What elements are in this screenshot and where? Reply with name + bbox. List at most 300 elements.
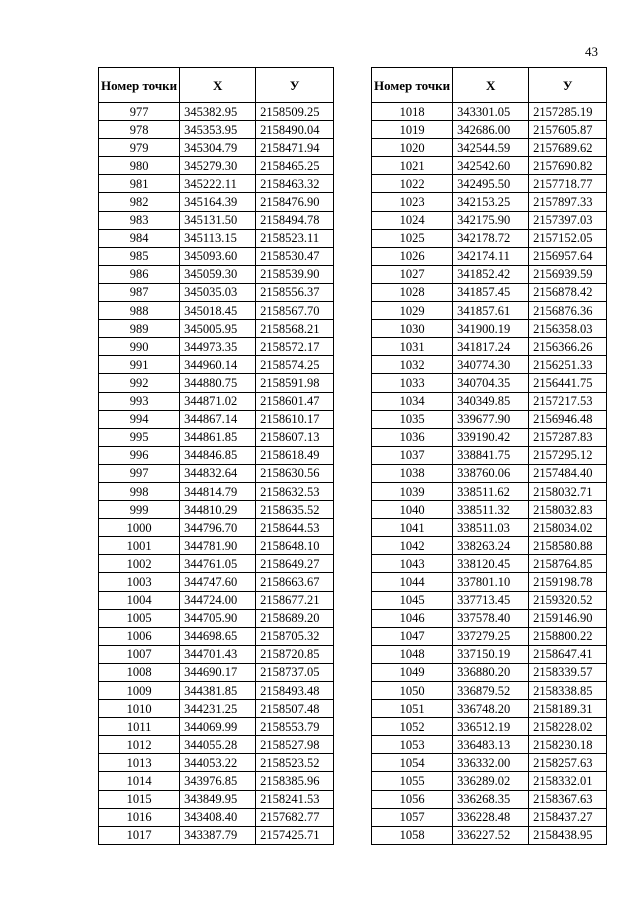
y-coordinate-cell: 2158257.63 bbox=[529, 754, 607, 772]
point-number-cell: 998 bbox=[99, 482, 180, 500]
point-number-cell: 1042 bbox=[372, 537, 453, 555]
point-number-cell: 981 bbox=[99, 175, 180, 193]
y-coordinate-cell: 2158523.11 bbox=[256, 229, 334, 247]
point-number-cell: 1006 bbox=[99, 627, 180, 645]
x-coordinate-cell: 339677.90 bbox=[453, 410, 529, 428]
x-coordinate-cell: 344832.64 bbox=[180, 464, 256, 482]
y-coordinate-cell: 2158591.98 bbox=[256, 374, 334, 392]
table-row bbox=[372, 446, 607, 464]
point-number-cell: 1025 bbox=[372, 229, 453, 247]
table-row bbox=[372, 139, 607, 157]
x-coordinate-cell: 344810.29 bbox=[180, 501, 256, 519]
y-coordinate-cell: 2156876.36 bbox=[529, 302, 607, 320]
table-row bbox=[372, 772, 607, 790]
table-row bbox=[99, 501, 334, 519]
x-coordinate-cell: 343301.05 bbox=[453, 103, 529, 121]
table-row bbox=[99, 139, 334, 157]
x-coordinate-cell: 344701.43 bbox=[180, 645, 256, 663]
table-row bbox=[372, 392, 607, 410]
point-number-cell: 1040 bbox=[372, 501, 453, 519]
table-row bbox=[372, 519, 607, 537]
table-row bbox=[99, 356, 334, 374]
y-coordinate-cell: 2158230.18 bbox=[529, 736, 607, 754]
y-coordinate-cell: 2156878.42 bbox=[529, 283, 607, 301]
y-coordinate-cell: 2156441.75 bbox=[529, 374, 607, 392]
x-coordinate-cell: 338841.75 bbox=[453, 446, 529, 464]
x-coordinate-cell: 336880.20 bbox=[453, 663, 529, 681]
table-row bbox=[372, 211, 607, 229]
y-coordinate-cell: 2158241.53 bbox=[256, 790, 334, 808]
x-coordinate-cell: 341857.61 bbox=[453, 302, 529, 320]
x-coordinate-cell: 337150.19 bbox=[453, 645, 529, 663]
y-coordinate-cell: 2158635.52 bbox=[256, 501, 334, 519]
y-coordinate-cell: 2158644.53 bbox=[256, 519, 334, 537]
y-coordinate-cell: 2158580.88 bbox=[529, 537, 607, 555]
x-coordinate-cell: 338511.32 bbox=[453, 501, 529, 519]
x-coordinate-cell: 342544.59 bbox=[453, 139, 529, 157]
point-number-cell: 1028 bbox=[372, 283, 453, 301]
point-number-cell: 982 bbox=[99, 193, 180, 211]
y-coordinate-cell: 2158632.53 bbox=[256, 482, 334, 500]
point-number-cell: 1020 bbox=[372, 139, 453, 157]
x-coordinate-cell: 345113.15 bbox=[180, 229, 256, 247]
x-coordinate-cell: 344871.02 bbox=[180, 392, 256, 410]
point-number-cell: 1010 bbox=[99, 700, 180, 718]
coordinates-table-right bbox=[371, 67, 607, 845]
x-coordinate-cell: 344069.99 bbox=[180, 718, 256, 736]
point-number-cell: 1007 bbox=[99, 645, 180, 663]
y-coordinate-cell: 2158663.67 bbox=[256, 573, 334, 591]
x-coordinate-cell: 341817.24 bbox=[453, 338, 529, 356]
y-coordinate-cell: 2157718.77 bbox=[529, 175, 607, 193]
y-coordinate-cell: 2157217.53 bbox=[529, 392, 607, 410]
x-coordinate-cell: 336483.13 bbox=[453, 736, 529, 754]
x-coordinate-cell: 342686.00 bbox=[453, 121, 529, 139]
y-coordinate-cell: 2158720.85 bbox=[256, 645, 334, 663]
table-row bbox=[372, 663, 607, 681]
table-row bbox=[99, 446, 334, 464]
table-row bbox=[99, 121, 334, 139]
point-number-cell: 986 bbox=[99, 265, 180, 283]
table-row bbox=[372, 338, 607, 356]
point-number-cell: 1049 bbox=[372, 663, 453, 681]
x-coordinate-cell: 343849.95 bbox=[180, 790, 256, 808]
table-row bbox=[372, 645, 607, 663]
y-coordinate-cell: 2158507.48 bbox=[256, 700, 334, 718]
x-coordinate-cell: 336268.35 bbox=[453, 790, 529, 808]
table-row bbox=[372, 501, 607, 519]
x-coordinate-cell: 336332.00 bbox=[453, 754, 529, 772]
x-coordinate-cell: 344880.75 bbox=[180, 374, 256, 392]
table-row bbox=[99, 772, 334, 790]
point-number-cell: 1001 bbox=[99, 537, 180, 555]
point-number-cell: 1058 bbox=[372, 826, 453, 844]
point-number-cell: 1051 bbox=[372, 700, 453, 718]
table-row bbox=[372, 410, 607, 428]
table-row bbox=[372, 103, 607, 121]
y-coordinate-cell: 2158032.71 bbox=[529, 482, 607, 500]
table-row bbox=[372, 302, 607, 320]
table-body-right bbox=[372, 103, 607, 845]
point-number-cell: 1003 bbox=[99, 573, 180, 591]
table-row bbox=[99, 718, 334, 736]
point-number-cell: 1008 bbox=[99, 663, 180, 681]
point-number-cell: 1053 bbox=[372, 736, 453, 754]
table-row bbox=[99, 555, 334, 573]
x-coordinate-cell: 344053.22 bbox=[180, 754, 256, 772]
table-header-row bbox=[372, 68, 607, 103]
y-coordinate-cell: 2157897.33 bbox=[529, 193, 607, 211]
x-coordinate-cell: 345018.45 bbox=[180, 302, 256, 320]
table-row bbox=[99, 627, 334, 645]
table-row bbox=[372, 175, 607, 193]
table-row bbox=[99, 609, 334, 627]
point-number-cell: 1039 bbox=[372, 482, 453, 500]
x-coordinate-cell: 344747.60 bbox=[180, 573, 256, 591]
table-row bbox=[99, 537, 334, 555]
y-coordinate-cell: 2158463.32 bbox=[256, 175, 334, 193]
x-coordinate-cell: 345131.50 bbox=[180, 211, 256, 229]
y-coordinate-cell: 2157295.12 bbox=[529, 446, 607, 464]
y-coordinate-cell: 2157152.05 bbox=[529, 229, 607, 247]
table-row bbox=[372, 482, 607, 500]
table-row bbox=[99, 392, 334, 410]
y-coordinate-cell: 2158034.02 bbox=[529, 519, 607, 537]
x-coordinate-cell: 336228.48 bbox=[453, 808, 529, 826]
table-row bbox=[99, 700, 334, 718]
point-number-cell: 1021 bbox=[372, 157, 453, 175]
x-coordinate-cell: 338760.06 bbox=[453, 464, 529, 482]
point-number-cell: 1009 bbox=[99, 682, 180, 700]
point-number-cell: 983 bbox=[99, 211, 180, 229]
table-row bbox=[99, 247, 334, 265]
x-coordinate-cell: 344796.70 bbox=[180, 519, 256, 537]
point-number-cell: 1044 bbox=[372, 573, 453, 591]
point-number-cell: 1050 bbox=[372, 682, 453, 700]
point-number-cell: 1047 bbox=[372, 627, 453, 645]
x-coordinate-cell: 344690.17 bbox=[180, 663, 256, 681]
x-coordinate-cell: 341857.45 bbox=[453, 283, 529, 301]
point-number-cell: 1052 bbox=[372, 718, 453, 736]
point-number-cell: 1057 bbox=[372, 808, 453, 826]
y-coordinate-cell: 2158539.90 bbox=[256, 265, 334, 283]
point-number-cell: 990 bbox=[99, 338, 180, 356]
point-number-cell: 1029 bbox=[372, 302, 453, 320]
x-coordinate-cell: 343408.40 bbox=[180, 808, 256, 826]
x-coordinate-cell: 341900.19 bbox=[453, 320, 529, 338]
page-number: 43 bbox=[585, 44, 598, 59]
x-coordinate-cell: 336227.52 bbox=[453, 826, 529, 844]
table-row bbox=[372, 320, 607, 338]
point-number-cell: 989 bbox=[99, 320, 180, 338]
table-row bbox=[372, 591, 607, 609]
x-coordinate-cell: 344698.65 bbox=[180, 627, 256, 645]
y-coordinate-cell: 2158339.57 bbox=[529, 663, 607, 681]
point-number-cell: 1031 bbox=[372, 338, 453, 356]
point-number-cell: 1034 bbox=[372, 392, 453, 410]
y-coordinate-cell: 2158338.85 bbox=[529, 682, 607, 700]
x-coordinate-cell: 339190.42 bbox=[453, 428, 529, 446]
table-row bbox=[99, 573, 334, 591]
table-row bbox=[372, 808, 607, 826]
point-number-cell: 1024 bbox=[372, 211, 453, 229]
x-coordinate-cell: 344055.28 bbox=[180, 736, 256, 754]
x-coordinate-cell: 338511.03 bbox=[453, 519, 529, 537]
point-number-cell: 1023 bbox=[372, 193, 453, 211]
point-number-cell: 1033 bbox=[372, 374, 453, 392]
table-row bbox=[372, 555, 607, 573]
y-coordinate-cell: 2158523.52 bbox=[256, 754, 334, 772]
point-number-cell: 992 bbox=[99, 374, 180, 392]
x-coordinate-cell: 342174.11 bbox=[453, 247, 529, 265]
point-number-cell: 1018 bbox=[372, 103, 453, 121]
x-coordinate-cell: 338120.45 bbox=[453, 555, 529, 573]
x-coordinate-cell: 344781.90 bbox=[180, 537, 256, 555]
x-coordinate-cell: 343976.85 bbox=[180, 772, 256, 790]
point-number-cell: 978 bbox=[99, 121, 180, 139]
point-number-cell: 991 bbox=[99, 356, 180, 374]
x-coordinate-cell: 345353.95 bbox=[180, 121, 256, 139]
table-row bbox=[99, 283, 334, 301]
point-number-cell: 1027 bbox=[372, 265, 453, 283]
y-coordinate-cell: 2157397.03 bbox=[529, 211, 607, 229]
y-coordinate-cell: 2157484.40 bbox=[529, 464, 607, 482]
point-number-cell: 1043 bbox=[372, 555, 453, 573]
point-number-cell: 977 bbox=[99, 103, 180, 121]
y-coordinate-cell: 2159198.78 bbox=[529, 573, 607, 591]
x-coordinate-cell: 336512.19 bbox=[453, 718, 529, 736]
point-number-cell: 1017 bbox=[99, 826, 180, 844]
table-row bbox=[99, 338, 334, 356]
table-row bbox=[372, 229, 607, 247]
point-number-cell: 1045 bbox=[372, 591, 453, 609]
table-row bbox=[372, 736, 607, 754]
x-coordinate-cell: 344867.14 bbox=[180, 410, 256, 428]
y-coordinate-cell: 2158032.83 bbox=[529, 501, 607, 519]
table-row bbox=[372, 790, 607, 808]
y-coordinate-cell: 2158649.27 bbox=[256, 555, 334, 573]
table-row bbox=[99, 790, 334, 808]
table-row bbox=[99, 736, 334, 754]
table-row bbox=[372, 627, 607, 645]
y-coordinate-cell: 2158610.17 bbox=[256, 410, 334, 428]
table-row bbox=[372, 283, 607, 301]
x-coordinate-cell: 340704.35 bbox=[453, 374, 529, 392]
x-coordinate-cell: 337801.10 bbox=[453, 573, 529, 591]
x-coordinate-cell: 341852.42 bbox=[453, 265, 529, 283]
y-coordinate-cell: 2158630.56 bbox=[256, 464, 334, 482]
point-number-cell: 996 bbox=[99, 446, 180, 464]
point-number-cell: 1004 bbox=[99, 591, 180, 609]
table-row bbox=[99, 175, 334, 193]
x-coordinate-cell: 337578.40 bbox=[453, 609, 529, 627]
point-number-cell: 1022 bbox=[372, 175, 453, 193]
x-coordinate-cell: 337713.45 bbox=[453, 591, 529, 609]
x-coordinate-cell: 336879.52 bbox=[453, 682, 529, 700]
x-coordinate-cell: 344846.85 bbox=[180, 446, 256, 464]
point-number-cell: 1012 bbox=[99, 736, 180, 754]
point-number-cell: 1048 bbox=[372, 645, 453, 663]
table-row bbox=[372, 826, 607, 844]
point-number-cell: 988 bbox=[99, 302, 180, 320]
table-row bbox=[372, 700, 607, 718]
point-number-cell: 995 bbox=[99, 428, 180, 446]
table-row bbox=[99, 464, 334, 482]
table-row bbox=[372, 121, 607, 139]
table-row bbox=[372, 464, 607, 482]
x-coordinate-cell: 344761.05 bbox=[180, 555, 256, 573]
x-coordinate-cell: 345382.95 bbox=[180, 103, 256, 121]
x-coordinate-cell: 338263.24 bbox=[453, 537, 529, 555]
point-number-cell: 1019 bbox=[372, 121, 453, 139]
y-coordinate-cell: 2158367.63 bbox=[529, 790, 607, 808]
column-header-x: Х bbox=[180, 68, 256, 103]
y-coordinate-cell: 2158567.70 bbox=[256, 302, 334, 320]
table-row bbox=[99, 157, 334, 175]
point-number-cell: 1054 bbox=[372, 754, 453, 772]
table-row bbox=[99, 229, 334, 247]
table-row bbox=[372, 374, 607, 392]
x-coordinate-cell: 342175.90 bbox=[453, 211, 529, 229]
table-row bbox=[372, 247, 607, 265]
point-number-cell: 1037 bbox=[372, 446, 453, 464]
y-coordinate-cell: 2158648.10 bbox=[256, 537, 334, 555]
point-number-cell: 1041 bbox=[372, 519, 453, 537]
x-coordinate-cell: 345059.30 bbox=[180, 265, 256, 283]
table-row bbox=[99, 482, 334, 500]
y-coordinate-cell: 2156358.03 bbox=[529, 320, 607, 338]
table-row bbox=[99, 410, 334, 428]
y-coordinate-cell: 2156251.33 bbox=[529, 356, 607, 374]
y-coordinate-cell: 2157425.71 bbox=[256, 826, 334, 844]
table-row bbox=[99, 302, 334, 320]
point-number-cell: 1055 bbox=[372, 772, 453, 790]
table-row bbox=[372, 428, 607, 446]
y-coordinate-cell: 2158471.94 bbox=[256, 139, 334, 157]
x-coordinate-cell: 342542.60 bbox=[453, 157, 529, 175]
y-coordinate-cell: 2156957.64 bbox=[529, 247, 607, 265]
column-header-y: У bbox=[529, 68, 607, 103]
y-coordinate-cell: 2158601.47 bbox=[256, 392, 334, 410]
x-coordinate-cell: 345304.79 bbox=[180, 139, 256, 157]
column-header-y: У bbox=[256, 68, 334, 103]
x-coordinate-cell: 344381.85 bbox=[180, 682, 256, 700]
y-coordinate-cell: 2158385.96 bbox=[256, 772, 334, 790]
y-coordinate-cell: 2156946.48 bbox=[529, 410, 607, 428]
point-number-cell: 1035 bbox=[372, 410, 453, 428]
y-coordinate-cell: 2158493.48 bbox=[256, 682, 334, 700]
y-coordinate-cell: 2158689.20 bbox=[256, 609, 334, 627]
table-row bbox=[99, 374, 334, 392]
point-number-cell: 994 bbox=[99, 410, 180, 428]
y-coordinate-cell: 2158677.21 bbox=[256, 591, 334, 609]
point-number-cell: 1002 bbox=[99, 555, 180, 573]
y-coordinate-cell: 2159320.52 bbox=[529, 591, 607, 609]
column-header-point: Номер точки bbox=[99, 68, 180, 103]
x-coordinate-cell: 336748.20 bbox=[453, 700, 529, 718]
table-row bbox=[99, 519, 334, 537]
y-coordinate-cell: 2158553.79 bbox=[256, 718, 334, 736]
point-number-cell: 1038 bbox=[372, 464, 453, 482]
table-row bbox=[372, 682, 607, 700]
table-row bbox=[99, 663, 334, 681]
y-coordinate-cell: 2158737.05 bbox=[256, 663, 334, 681]
x-coordinate-cell: 345279.30 bbox=[180, 157, 256, 175]
y-coordinate-cell: 2158574.25 bbox=[256, 356, 334, 374]
point-number-cell: 1014 bbox=[99, 772, 180, 790]
y-coordinate-cell: 2157605.87 bbox=[529, 121, 607, 139]
x-coordinate-cell: 344973.35 bbox=[180, 338, 256, 356]
point-number-cell: 1011 bbox=[99, 718, 180, 736]
table-row bbox=[99, 211, 334, 229]
table-row bbox=[372, 609, 607, 627]
point-number-cell: 1005 bbox=[99, 609, 180, 627]
x-coordinate-cell: 344724.00 bbox=[180, 591, 256, 609]
point-number-cell: 1046 bbox=[372, 609, 453, 627]
x-coordinate-cell: 344861.85 bbox=[180, 428, 256, 446]
y-coordinate-cell: 2158509.25 bbox=[256, 103, 334, 121]
y-coordinate-cell: 2158618.49 bbox=[256, 446, 334, 464]
y-coordinate-cell: 2156939.59 bbox=[529, 265, 607, 283]
point-number-cell: 979 bbox=[99, 139, 180, 157]
x-coordinate-cell: 344960.14 bbox=[180, 356, 256, 374]
y-coordinate-cell: 2158438.95 bbox=[529, 826, 607, 844]
y-coordinate-cell: 2158437.27 bbox=[529, 808, 607, 826]
point-number-cell: 984 bbox=[99, 229, 180, 247]
table-row bbox=[99, 428, 334, 446]
table-row bbox=[372, 537, 607, 555]
x-coordinate-cell: 342178.72 bbox=[453, 229, 529, 247]
point-number-cell: 985 bbox=[99, 247, 180, 265]
x-coordinate-cell: 344705.90 bbox=[180, 609, 256, 627]
point-number-cell: 993 bbox=[99, 392, 180, 410]
x-coordinate-cell: 345093.60 bbox=[180, 247, 256, 265]
y-coordinate-cell: 2158705.32 bbox=[256, 627, 334, 645]
y-coordinate-cell: 2158189.31 bbox=[529, 700, 607, 718]
table-row bbox=[99, 808, 334, 826]
point-number-cell: 999 bbox=[99, 501, 180, 519]
point-number-cell: 1013 bbox=[99, 754, 180, 772]
point-number-cell: 1026 bbox=[372, 247, 453, 265]
table-row bbox=[99, 591, 334, 609]
y-coordinate-cell: 2158530.47 bbox=[256, 247, 334, 265]
y-coordinate-cell: 2158572.17 bbox=[256, 338, 334, 356]
y-coordinate-cell: 2157285.19 bbox=[529, 103, 607, 121]
y-coordinate-cell: 2158764.85 bbox=[529, 555, 607, 573]
x-coordinate-cell: 345222.11 bbox=[180, 175, 256, 193]
table-row bbox=[99, 682, 334, 700]
table-row bbox=[99, 320, 334, 338]
point-number-cell: 987 bbox=[99, 283, 180, 301]
table-body-left bbox=[99, 103, 334, 845]
table-row bbox=[372, 718, 607, 736]
table-header-row bbox=[99, 68, 334, 103]
column-header-x: Х bbox=[453, 68, 529, 103]
y-coordinate-cell: 2157689.62 bbox=[529, 139, 607, 157]
x-coordinate-cell: 340349.85 bbox=[453, 392, 529, 410]
table-row bbox=[372, 265, 607, 283]
table-row bbox=[99, 645, 334, 663]
y-coordinate-cell: 2158607.13 bbox=[256, 428, 334, 446]
y-coordinate-cell: 2158800.22 bbox=[529, 627, 607, 645]
y-coordinate-cell: 2157287.83 bbox=[529, 428, 607, 446]
point-number-cell: 1056 bbox=[372, 790, 453, 808]
y-coordinate-cell: 2158494.78 bbox=[256, 211, 334, 229]
table-row bbox=[372, 573, 607, 591]
point-number-cell: 1036 bbox=[372, 428, 453, 446]
point-number-cell: 1016 bbox=[99, 808, 180, 826]
y-coordinate-cell: 2157690.82 bbox=[529, 157, 607, 175]
